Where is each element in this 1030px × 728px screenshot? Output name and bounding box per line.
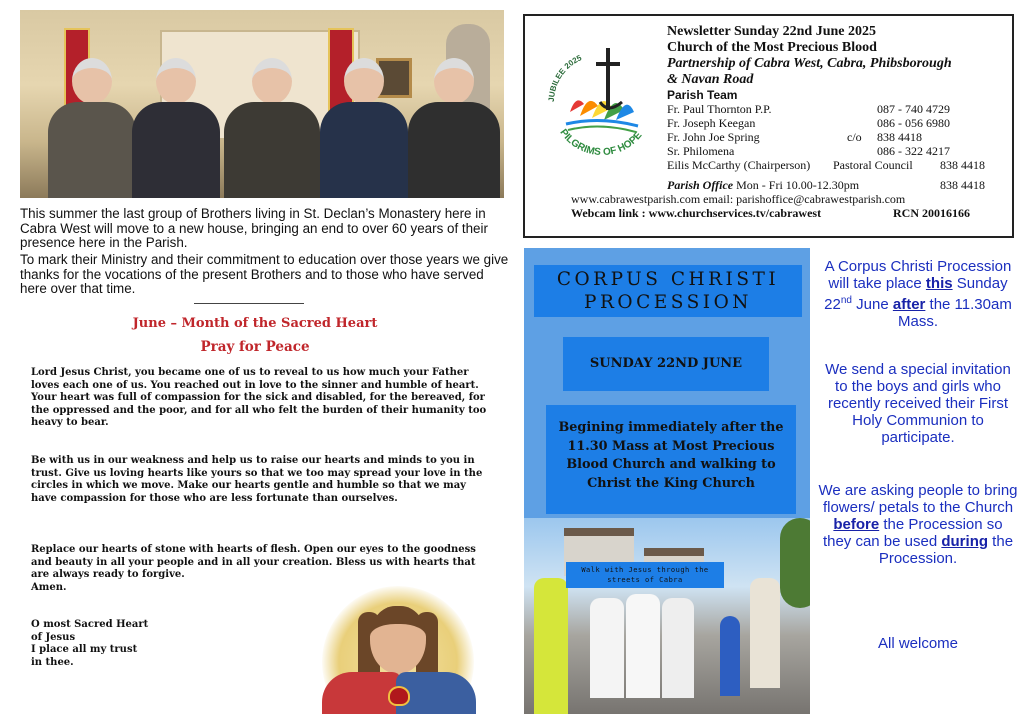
staff-phone: 838 4418 bbox=[877, 130, 922, 144]
staff-name: Sr. Philomena bbox=[667, 144, 735, 158]
poster-date: SUNDAY 22ND JUNE bbox=[563, 337, 769, 391]
parish-office-label: Parish Office bbox=[667, 178, 734, 192]
parish-team-label: Parish Team bbox=[667, 88, 738, 102]
svg-text:PILGRIMS OF HOPE bbox=[557, 127, 644, 158]
brother-figure bbox=[224, 58, 320, 198]
announcement-text: A Corpus Christi Procession will take place bbox=[824, 258, 1012, 292]
brothers-thanks-paragraph: To mark their Ministry and their commitment to education over those years we give thanks for the vocations of the present Brothers and to those who have served here over that time. bbox=[20, 252, 509, 297]
brother-figure bbox=[408, 58, 500, 198]
procession-sign: Walk with Jesus through the streets of Cabra bbox=[566, 562, 724, 588]
staff-name: Fr. John Joe Spring bbox=[667, 130, 760, 144]
procession-photo bbox=[524, 518, 810, 714]
prayer-amen: Amen. bbox=[31, 581, 67, 593]
webcam-row bbox=[571, 206, 991, 221]
flowers-text: We are asking people to bring flowers/ petals to the Church bbox=[818, 482, 1018, 516]
ordinal-suffix: nd bbox=[840, 295, 852, 306]
website-email-line[interactable]: www.cabrawestparish.com email: parishoffice@cabrawestparish.com bbox=[571, 192, 906, 206]
flowers-text: the Procession so they can be used bbox=[822, 516, 1003, 550]
prayer-paragraph-3-text: Replace our hearts of stone with hearts of flesh. Open our eyes to the goodness and beauty in all your people and in all your creation. Bless us with hearts that are always ready to forgive. bbox=[31, 544, 476, 581]
staff-role: Pastoral Council bbox=[833, 158, 913, 172]
flowers-text: the Procession. bbox=[878, 533, 1014, 567]
staff-care-of: c/o bbox=[847, 130, 862, 144]
emphasis-before: before bbox=[833, 516, 880, 533]
logo-top-text: JUBILEE 2025 bbox=[546, 53, 584, 103]
staff-name: Eilis McCarthy (Chairperson) bbox=[667, 158, 811, 172]
prayer-paragraph-2: Be with us in our weakness and help us to raise our hearts and minds to you in trust. Give us loving hearts like yours so that we too may spread your love in the circles in which we move. Make our hearts gentle and humble so that we may have compassion for those who are less fortunate than ourselves. bbox=[31, 455, 483, 504]
staff-phone: 838 4418 bbox=[940, 158, 985, 172]
emphasis-after: after bbox=[892, 296, 926, 313]
pray-for-peace-heading: Pray for Peace bbox=[200, 339, 310, 355]
brothers-photo bbox=[20, 10, 504, 198]
staff-phone: 086 - 056 6980 bbox=[877, 116, 950, 130]
emphasis-during: during bbox=[941, 533, 989, 550]
brother-figure bbox=[320, 58, 408, 198]
announcement-text: the 11.30am Mass. bbox=[897, 296, 1012, 330]
staff-name: Fr. Joseph Keegan bbox=[667, 116, 756, 130]
partnership-line: Partnership of Cabra West, Cabra, Phibsborough bbox=[667, 56, 952, 71]
poster-details: Begining immediately after the 11.30 Mass at Most Precious Blood Church and walking to Christ the King Church bbox=[546, 405, 796, 514]
newsletter-title: Newsletter Sunday 22nd June 2025 bbox=[667, 24, 876, 39]
prayer-paragraph-1: Lord Jesus Christ, you became one of us to reveal to us how much your Father loves each one of us. You reached out in love to the sinner and humble of heart. Your heart was full of compassion for the sick and disabled, for the bereaved, for the oppressed and the poor, and for all who felt the burden of their humanity too heavy to bear. bbox=[31, 367, 487, 429]
prayer-final-line: I place all my trust bbox=[31, 644, 138, 656]
staff-phone: 086 - 322 4217 bbox=[877, 144, 950, 158]
staff-phone: 087 - 740 4729 bbox=[877, 102, 950, 116]
prayer-final-line: O most Sacred Heart bbox=[31, 619, 149, 630]
communion-invitation: We send a special invitation to the boys and girls who recently received their First Holy Communion to participate. bbox=[825, 361, 1011, 446]
announcement-text: June bbox=[851, 296, 893, 313]
brother-figure bbox=[48, 58, 136, 198]
procession-announcement bbox=[818, 258, 1018, 330]
logo-cross-icon bbox=[596, 48, 622, 110]
prayer-final-line: of Jesus bbox=[31, 631, 76, 643]
sacred-heart-heading: June – Month of the Sacred Heart bbox=[132, 316, 378, 331]
announcement-text: Sunday 22 bbox=[824, 275, 1008, 313]
staff-name: Fr. Paul Thornton P.P. bbox=[667, 102, 772, 116]
divider bbox=[194, 303, 304, 304]
brothers-intro-paragraph: This summer the last group of Brothers living in St. Declan’s Monastery here in Cabra West will move to a new house, bringing an end to over 60 years of their presence here in the Parish. bbox=[20, 206, 488, 251]
flowers-request bbox=[818, 482, 1018, 567]
rcn-number: RCN 20016166 bbox=[893, 206, 970, 220]
logo-bottom-text: PILGRIMS OF HOPE bbox=[557, 127, 645, 159]
brother-figure bbox=[132, 58, 220, 198]
jubilee-logo bbox=[540, 32, 658, 172]
parish-office-hours: Mon - Fri 10.00-12.30pm bbox=[736, 178, 860, 192]
partnership-line-2: & Navan Road bbox=[667, 72, 754, 87]
poster-title: CORPUS CHRISTI PROCESSION bbox=[534, 265, 802, 317]
prayer-final-line: in thee. bbox=[31, 656, 74, 668]
church-name: Church of the Most Precious Blood bbox=[667, 40, 877, 55]
webcam-link[interactable]: Webcam link : www.churchservices.tv/cabrawest bbox=[571, 206, 822, 220]
parish-office-row bbox=[667, 178, 997, 193]
emphasis-this: this bbox=[925, 275, 953, 292]
parish-office-phone: 838 4418 bbox=[940, 178, 985, 192]
sacred-heart-icon bbox=[388, 686, 410, 706]
svg-text:JUBILEE 2025 bbox=[547, 53, 584, 102]
sacred-heart-image bbox=[292, 586, 504, 714]
all-welcome: All welcome bbox=[877, 635, 959, 652]
